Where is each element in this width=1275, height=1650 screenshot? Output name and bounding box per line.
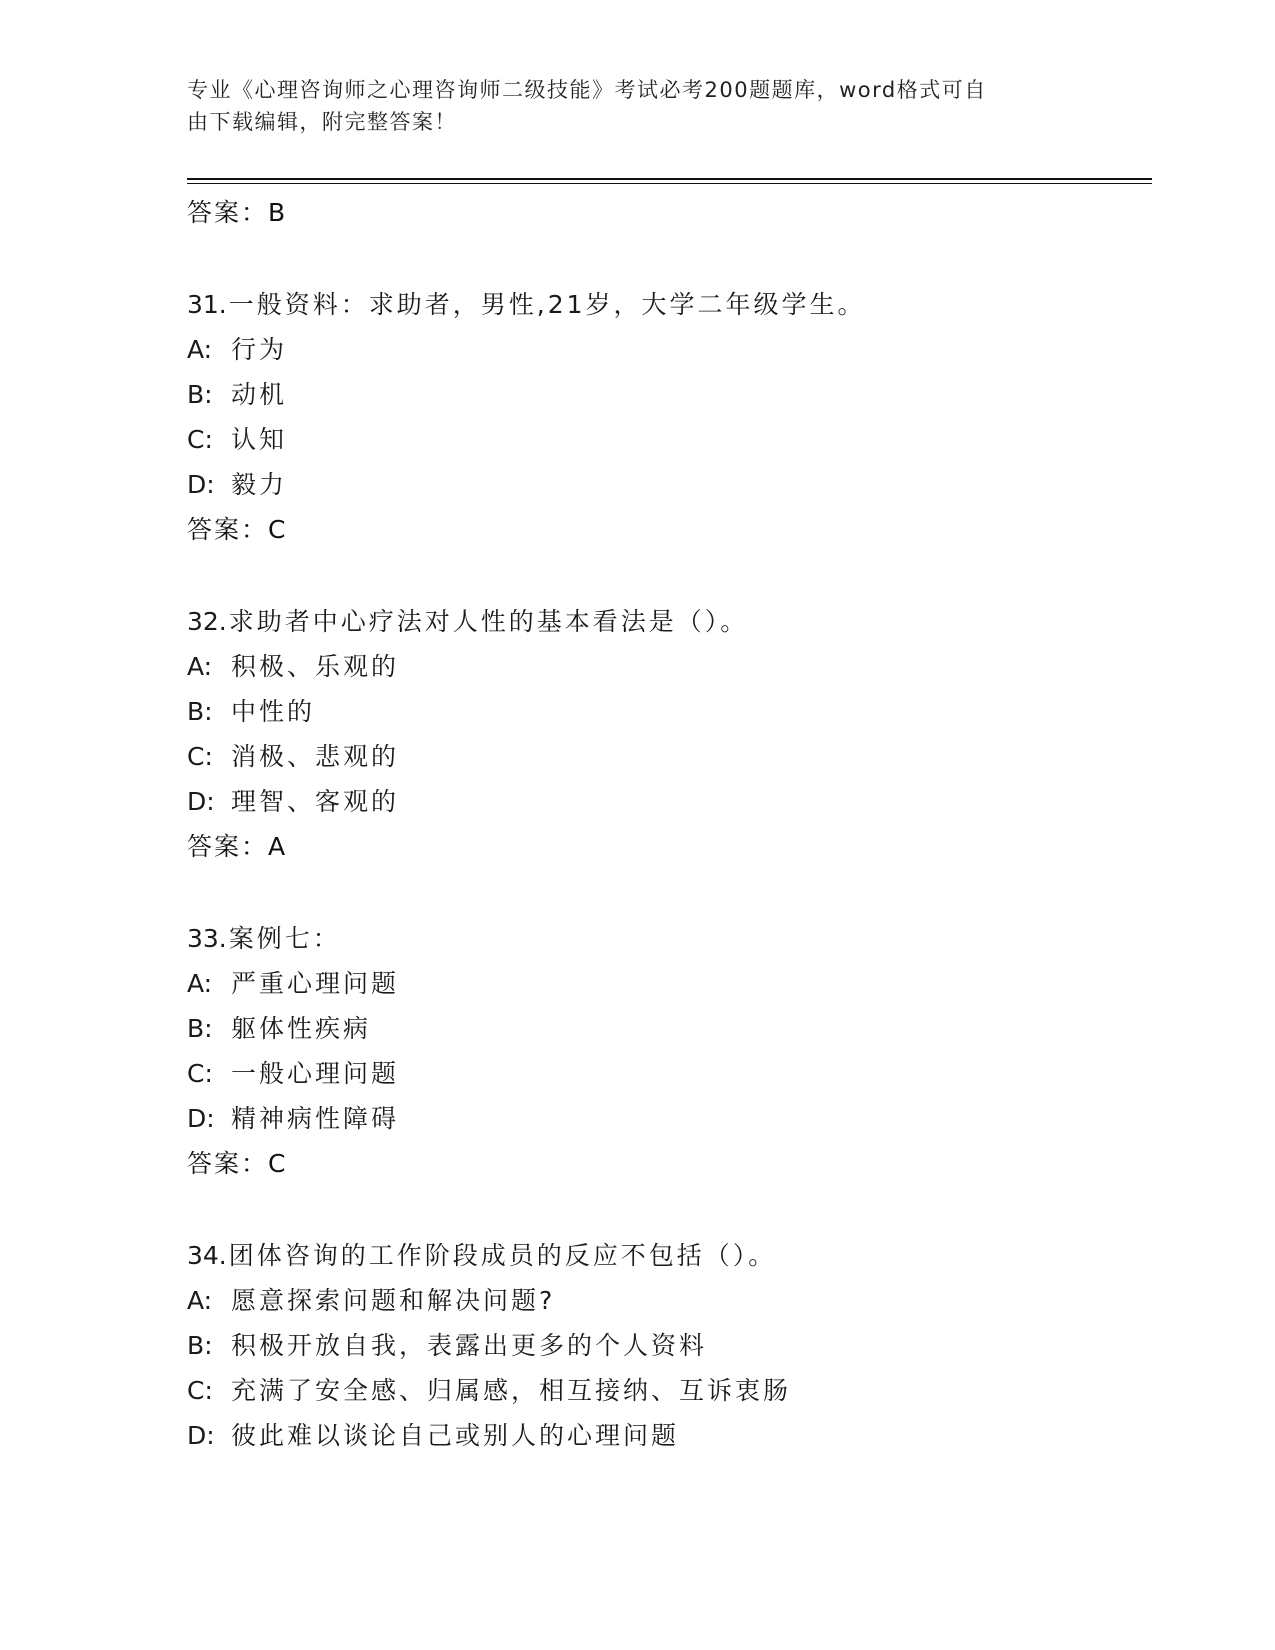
option-letter: A: [187,969,213,998]
question-stem [187,916,1152,961]
question-number: 33. [187,924,227,953]
option-b [187,1323,1152,1368]
option-letter: A: [187,335,213,364]
option-letter: D: [187,787,215,816]
question-stem [187,599,1152,644]
option-text: 充满了安全感、归属感，相互接纳、互诉衷肠 [231,1376,792,1405]
option-letter: C: [187,1376,213,1405]
option-letter: D: [187,1104,215,1133]
question-number: 32. [187,607,227,636]
option-letter: B: [187,380,213,409]
question-item [187,1233,1152,1458]
question-text: 一般资料：求助者，男性,21岁，大学二年级学生。 [228,290,866,319]
option-letter: D: [187,1421,215,1450]
option-b [187,1006,1152,1051]
option-letter: C: [187,742,213,771]
option-text: 精神病性障碍 [231,1104,400,1133]
header-line-2: 由下载编辑，附完整答案！ [187,110,457,134]
option-text: 行为 [231,335,288,364]
option-letter: A: [187,652,213,681]
question-item [187,916,1152,1186]
option-d [187,462,1152,507]
option-text: 积极开放自我，表露出更多的个人资料 [231,1331,708,1360]
option-d [187,779,1152,824]
option-text: 严重心理问题 [231,969,400,998]
option-b [187,372,1152,417]
option-d [187,1413,1152,1458]
option-text: 躯体性疾病 [231,1014,372,1043]
question-text: 求助者中心疗法对人性的基本看法是（）。 [228,607,749,636]
question-item [187,599,1152,869]
option-text: 毅力 [231,470,288,499]
option-a [187,327,1152,372]
question-item [187,282,1152,552]
option-letter: A: [187,1286,213,1315]
option-letter: D: [187,470,215,499]
answer-line: 答案：C [187,515,288,544]
option-text: 中性的 [231,697,316,726]
option-text: 动机 [231,380,288,409]
option-text: 消极、悲观的 [231,742,400,771]
option-text: 一般心理问题 [231,1059,400,1088]
page-header [187,74,1067,138]
question-stem [187,1233,1152,1278]
option-a [187,961,1152,1006]
question-number: 31. [187,290,227,319]
option-c [187,417,1152,462]
option-text: 愿意探索问题和解决问题? [231,1286,556,1315]
option-letter: B: [187,1014,213,1043]
answer-line: 答案：B [187,198,288,227]
option-b [187,689,1152,734]
answer-line: 答案：A [187,832,288,861]
answer-line: 答案：C [187,1149,288,1178]
option-c [187,1368,1152,1413]
option-text: 积极、乐观的 [231,652,400,681]
option-letter: C: [187,425,213,454]
option-letter: B: [187,1331,213,1360]
question-stem [187,282,1152,327]
question-text: 案例七： [228,924,341,953]
header-line-1: 专业《心理咨询师之心理咨询师二级技能》考试必考200题题库，word格式可自 [187,78,987,102]
option-a [187,1278,1152,1323]
question-text: 团体咨询的工作阶段成员的反应不包括（）。 [228,1241,777,1270]
option-a [187,644,1152,689]
question-number: 34. [187,1241,227,1270]
question-list [187,190,1152,1458]
header-divider-thin [187,183,1152,184]
option-text: 彼此难以谈论自己或别人的心理问题 [231,1421,680,1450]
option-letter: C: [187,1059,213,1088]
option-c [187,1051,1152,1096]
option-text: 理智、客观的 [231,787,400,816]
option-c [187,734,1152,779]
option-letter: B: [187,697,213,726]
option-text: 认知 [231,425,288,454]
header-divider-thick [187,178,1152,180]
option-d [187,1096,1152,1141]
